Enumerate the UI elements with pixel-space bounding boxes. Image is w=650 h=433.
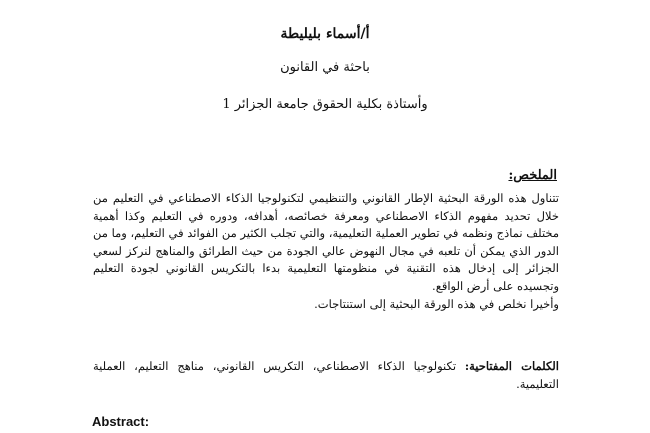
author-role: باحثة في القانون bbox=[280, 60, 370, 75]
summary-conclusion: وأخيرا نخلص في هذه الورقة البحثية إلى استنتاجات. bbox=[314, 296, 559, 311]
keywords-paragraph bbox=[93, 358, 559, 393]
abstract-heading: Abstract: bbox=[92, 414, 150, 429]
keywords-label: الكلمات المفتاحية: bbox=[464, 359, 559, 373]
author-affiliation: وأستاذة بكلية الحقوق جامعة الجزائر 1 bbox=[222, 97, 428, 112]
author-name: أ/أسماء بليليطة bbox=[280, 26, 370, 42]
summary-paragraph: تتناول هذه الورقة البحثية الإطار القانوني والتنظيمي لتكنولوجيا الذكاء الاصطناعي في التعليم من خلال تحديد مفهوم الذكاء الاصطناعي ومعرفة خصائصه، أهدافه، ودوره في التعليم وكذا أهمية مختلف نماذج ونظمه في تطوير العملية التعليمية، والتي تجلب الكثير من الفوائد في التعليم، وما من الدور الذي يمكن أن تلعبه في مجال النهوض عالي الجودة من حيث الطرائق والمناهج لنركز لسعي الجزائر إلى إدخال هذه التقنية في منظومتها التعليمية بدءا بالتكريس القانوني لجودة التعليم وتجسيده على أرض الواقع. bbox=[93, 191, 559, 293]
summary-body bbox=[93, 190, 559, 313]
summary-heading: الملخص: bbox=[508, 168, 557, 183]
keywords-text: تكنولوجيا الذكاء الاصطناعي، التكريس القانوني، مناهج التعليم، العملية التعليمية. bbox=[93, 359, 559, 391]
